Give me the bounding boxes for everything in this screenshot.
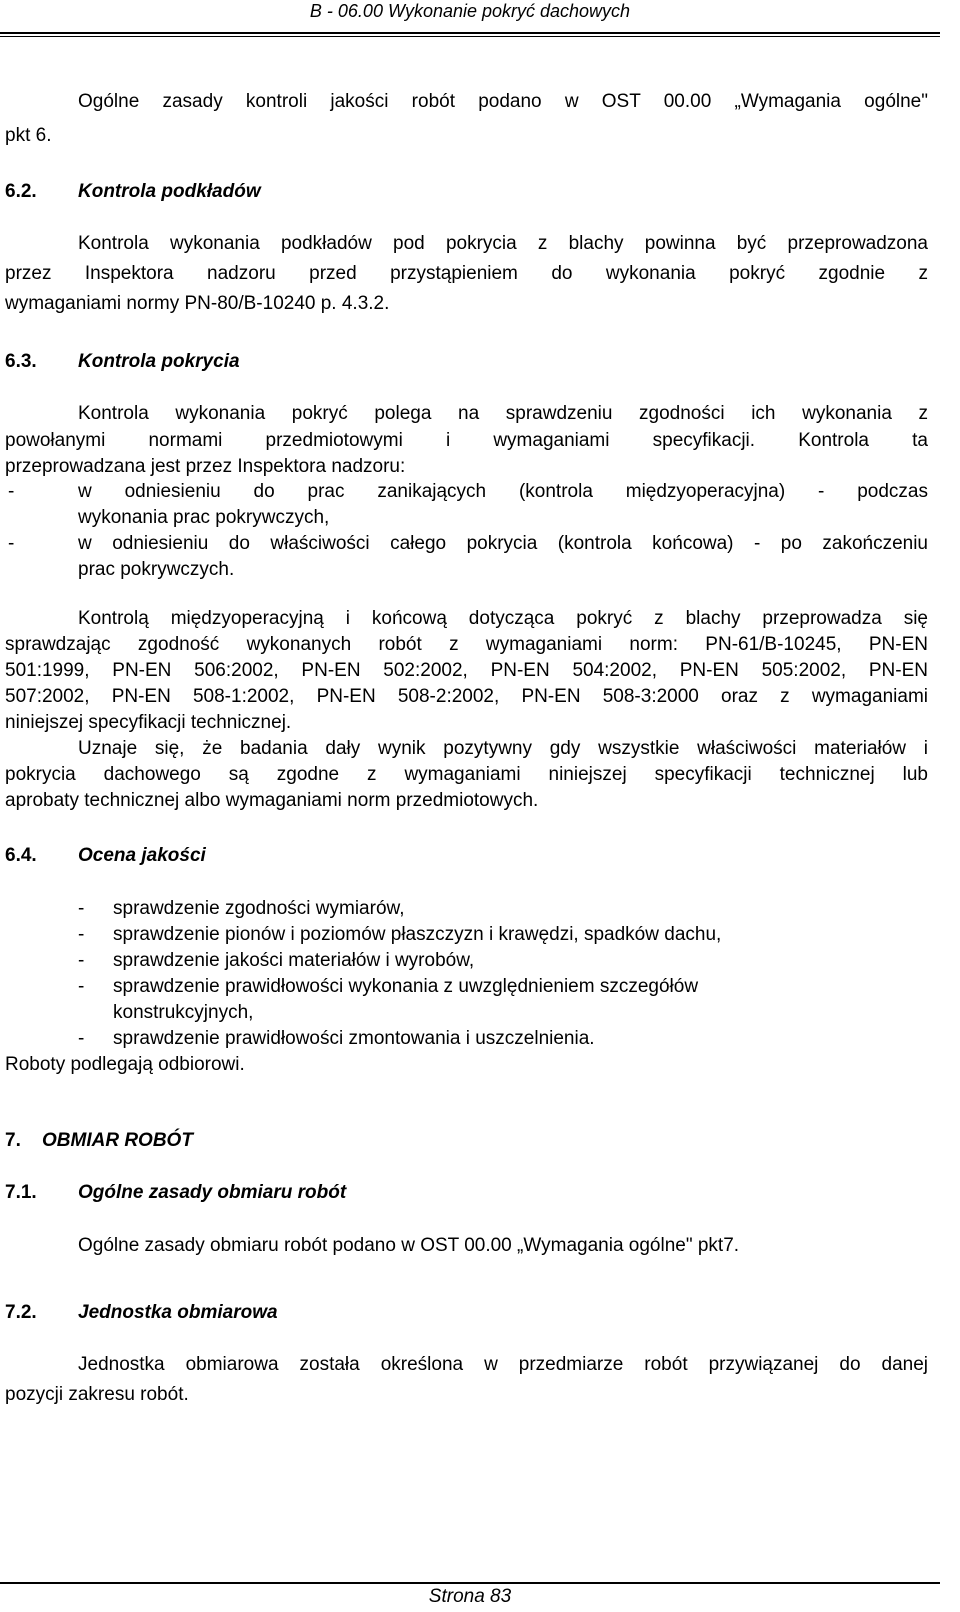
bullet-2-line-1: w odniesieniu do właściwości całego pokrycia (kontrola końcowa) - po zakończeniu xyxy=(78,533,928,554)
section-6-3-line-3: przeprowadzana jest przez Inspektora nadzoru: xyxy=(5,456,406,477)
bullet-dash: - xyxy=(78,1028,85,1049)
section-6-4-closing: Roboty podlegają odbiorowi. xyxy=(5,1054,245,1075)
section-7-2-title: Jednostka obmiarowa xyxy=(78,1302,278,1323)
para3-line-3: aprobaty technicznej albo wymaganiami norm przedmiotowych. xyxy=(5,790,539,811)
intro-line-2: pkt 6. xyxy=(5,125,52,146)
section-7-2-line-2: pozycji zakresu robót. xyxy=(5,1384,189,1405)
bullet-1-line-2: wykonania prac pokrywczych, xyxy=(78,507,330,528)
para3-line-2: pokrycia dachowego są zgodne z wymaganiami niniejszej specyfikacji technicznej lub xyxy=(5,764,928,785)
section-7-title: OBMIAR ROBÓT xyxy=(42,1130,193,1151)
section-7-2-line-1: Jednostka obmiarowa została określona w przedmiarze robót przywiązanej do danej xyxy=(78,1354,928,1375)
para2-line-5: niniejszej specyfikacji technicznej. xyxy=(5,712,292,733)
section-6-2-line-1: Kontrola wykonania podkładów pod pokrycia z blachy powinna być przeprowadzona xyxy=(78,233,928,254)
section-7-1-title: Ogólne zasady obmiaru robót xyxy=(78,1182,347,1203)
para2-line-4: 507:2002, PN-EN 508-1:2002, PN-EN 508-2:2002, PN-EN 508-3:2000 oraz z wymaganiami xyxy=(5,686,928,707)
section-7-2-number: 7.2. xyxy=(5,1302,37,1323)
quality-item-2: sprawdzenie pionów i poziomów płaszczyzn i krawędzi, spadków dachu, xyxy=(113,924,722,945)
para3-line-1: Uznaje się, że badania dały wynik pozytywny gdy wszystkie właściwości materiałów i xyxy=(78,738,928,759)
quality-item-5: sprawdzenie prawidłowości zmontowania i uszczelnienia. xyxy=(113,1028,595,1049)
intro-line-1: Ogólne zasady kontroli jakości robót podano w OST 00.00 „Wymagania ogólne" xyxy=(78,91,928,112)
header-rule-thick xyxy=(0,32,940,34)
bullet-1-line-1: w odniesieniu do prac zanikających (kontrola międzyoperacyjna) - podczas xyxy=(78,481,928,502)
page-header-title: B - 06.00 Wykonanie pokryć dachowych xyxy=(309,1,631,21)
footer-rule xyxy=(0,1582,940,1584)
section-6-2-number: 6.2. xyxy=(5,181,37,202)
section-6-3-line-1: Kontrola wykonania pokryć polega na sprawdzeniu zgodności ich wykonania z xyxy=(78,403,928,424)
quality-item-3: sprawdzenie jakości materiałów i wyrobów, xyxy=(113,950,475,971)
section-6-2-line-2: przez Inspektora nadzoru przed przystąpieniem do wykonania pokryć zgodnie z xyxy=(5,263,928,284)
para2-line-3: 501:1999, PN-EN 506:2002, PN-EN 502:2002, PN-EN 504:2002, PN-EN 505:2002, PN-EN xyxy=(5,660,928,681)
bullet-dash: - xyxy=(78,976,85,997)
section-7-number: 7. xyxy=(5,1130,21,1151)
section-6-2-title: Kontrola podkładów xyxy=(78,181,261,202)
section-6-4-title: Ocena jakości xyxy=(78,845,206,866)
quality-item-4: sprawdzenie prawidłowości wykonania z uwzględnieniem szczegółów xyxy=(113,976,699,997)
bullet-dash: - xyxy=(8,533,15,554)
section-6-3-number: 6.3. xyxy=(5,351,37,372)
bullet-dash: - xyxy=(78,924,85,945)
section-6-4-number: 6.4. xyxy=(5,845,37,866)
bullet-dash: - xyxy=(8,481,15,502)
bullet-2-line-2: prac pokrywczych. xyxy=(78,559,235,580)
section-7-1-text: Ogólne zasady obmiaru robót podano w OST 00.00 „Wymagania ogólne" pkt7. xyxy=(78,1235,740,1256)
page-number: Strona 83 xyxy=(428,1586,512,1607)
section-6-3-title: Kontrola pokrycia xyxy=(78,351,240,372)
para2-line-2: sprawdzając zgodność wykonanych robót z wymaganiami norm: PN-61/B-10245, PN-EN xyxy=(5,634,928,655)
quality-item-1: sprawdzenie zgodności wymiarów, xyxy=(113,898,405,919)
header-rule-thin xyxy=(0,36,940,37)
quality-item-4-continued: konstrukcyjnych, xyxy=(113,1002,254,1023)
section-6-2-line-3: wymaganiami normy PN-80/B-10240 p. 4.3.2. xyxy=(5,293,390,314)
para2-line-1: Kontrolą międzyoperacyjną i końcową dotycząca pokryć z blachy przeprowadza się xyxy=(78,608,928,629)
bullet-dash: - xyxy=(78,898,85,919)
bullet-dash: - xyxy=(78,950,85,971)
section-7-1-number: 7.1. xyxy=(5,1182,37,1203)
section-6-3-line-2: powołanymi normami przedmiotowymi i wymaganiami specyfikacji. Kontrola ta xyxy=(5,430,928,451)
